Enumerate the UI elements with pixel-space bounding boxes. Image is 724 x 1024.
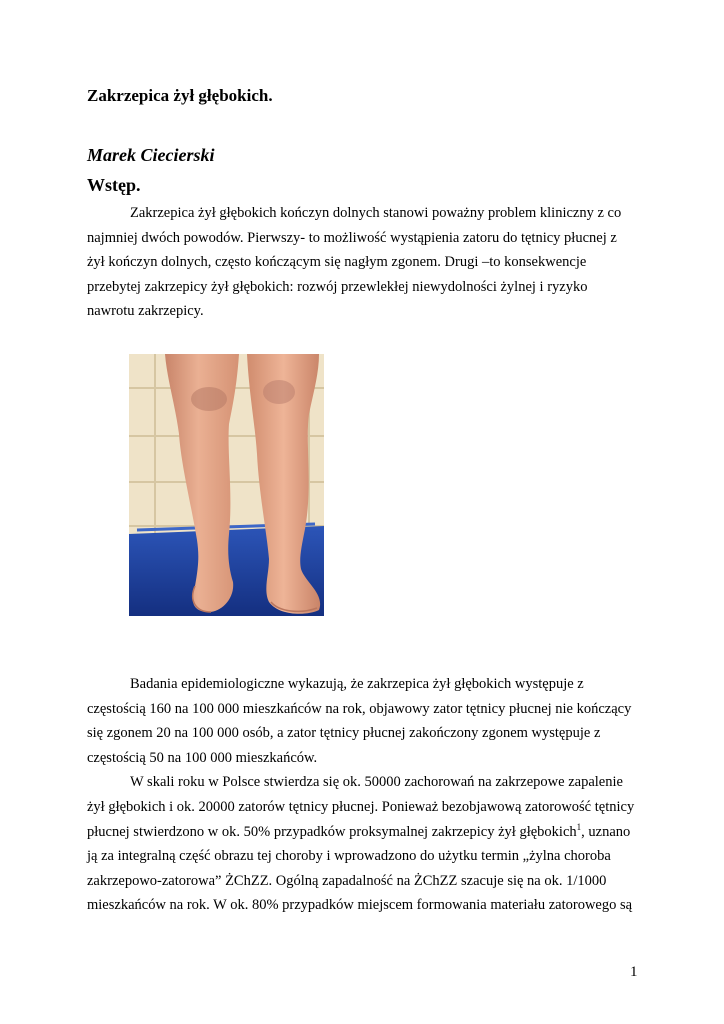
text-line: nawrotu zakrzepicy. <box>87 303 204 320</box>
text-line: częstością 50 na 100 000 mieszkańców. <box>87 749 318 766</box>
document-title: Zakrzepica żył głębokich. <box>87 86 273 105</box>
text-line: się zgonem 20 na 100 000 osób, a zator tętnicy płucnej zakończony zgonem występuje z <box>87 725 601 742</box>
text-fragment: płucnej stwierdzono w ok. 50% przypadków proksymalnej zakrzepicy żył głębokich <box>87 823 577 840</box>
text-line: Zakrzepica żył głębokich kończyn dolnych stanowi poważny problem kliniczny z co <box>130 205 622 221</box>
text-fragment: , uznano <box>581 823 631 840</box>
text-line-with-footnote <box>87 820 639 845</box>
text-line: Badania epidemiologiczne wykazują, że zakrzepica żył głębokich występuje z <box>130 676 584 692</box>
epidemiology-paragraphs <box>87 672 639 918</box>
legs-photo <box>129 354 324 616</box>
footnote-ref[interactable]: 1 <box>576 821 582 832</box>
text-line: najmniej dwóch powodów. Pierwszy- to możliwość wystąpienia zatoru do tętnicy płucnej z <box>87 229 617 246</box>
intro-paragraph <box>87 201 639 324</box>
text-line: przebytej zakrzepicy żył głębokich: rozwój przewlekłej niewydolności żylnej i ryzyko <box>87 278 588 295</box>
text-line: częstością 160 na 100 000 mieszkańców na rok, objawowy zator tętnicy płucnej nie kończący <box>87 700 632 717</box>
text-line: W skali roku w Polsce stwierdza się ok. 50000 zachorowań na zakrzepowe zapalenie <box>130 774 623 791</box>
text-line: żył głębokich i ok. 20000 zatorów tętnicy płucnej. Ponieważ bezobjawową zatorowość tętnicy <box>87 798 635 815</box>
section-heading: Wstęp. <box>87 175 141 195</box>
page-number: 1 <box>630 964 638 980</box>
text-line: żył kończyn dolnych, często kończącym się nagłym zgonem. Drugi –to konsekwencje <box>87 254 587 271</box>
text-line: mieszkańców na rok. W ok. 80% przypadków miejscem formowania materiału zatorowego są <box>87 897 633 914</box>
author-name: Marek Ciecierski <box>87 145 215 165</box>
text-line: ją za integralną część obrazu tej choroby i wprowadzono do użytku termin „żylna choroba <box>87 848 611 865</box>
text-line: zakrzepowo-zatorowa” ŻChZZ. Ogólną zapadalność na ŻChZZ szacuje się na ok. 1/1000 <box>87 872 607 889</box>
